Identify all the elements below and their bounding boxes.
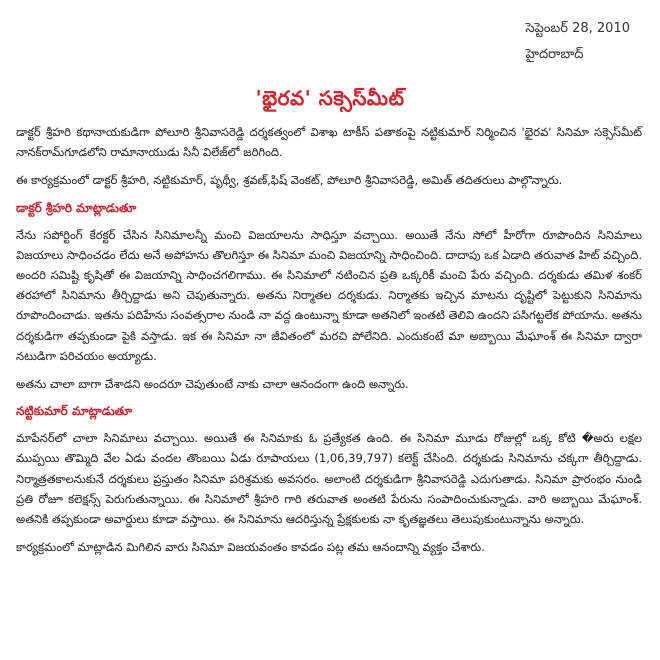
closing-paragraph: కార్యక్రమంలో మాట్లాడిన మిగిలిన వారు సినిమా విజయవంతం కావడం పట్ల తమ ఆనందాన్ని వ్యక్తం చేశారు.: [16, 540, 485, 555]
intro-paragraph-2: ఈ కార్యక్రమంలో డాక్టర్ శ్రీహరి, నట్టికుమార్, పృథ్వీ, శ్రవణ్,ఫిష్ వెంకట్, పోలూరి శ్రీనివాసరెడ్డి, అమిత్ తదితరులు పాల్గొన్నారు.: [16, 173, 563, 188]
section-2-heading: నట్టికుమార్ మాట్లాడుతూ: [16, 404, 132, 419]
article-title: 'భైరవ' సక్సెస్‌మీట్: [255, 86, 405, 110]
intro-paragraph-1: డాక్టర్ శ్రీహరి కథానాయకుడిగా పోలూరి శ్రీనివాసరెడ్డి దర్శకత్వంలో విశాఖ టాకీస్ పతాకంపై నట్టికుమార్ నిర్మించిన 'భైరవ' సినిమా సక్సెస్‌మీట్ నానక్‌రామ్‌గూడలోని రామానాయుడు సినీ విలేజ్‌లో జరిగింది.: [16, 125, 642, 160]
section-1-heading: డాక్టర్ శ్రీహరి మాట్లాడుతూ: [16, 200, 137, 215]
city-text: హైదరాబాద్: [525, 47, 584, 62]
date-text: సెప్టెంబర్ 28, 2010: [525, 21, 630, 36]
section-2-paragraph-1: మాపేనర్‌లో చాలా సినిమాలు వచ్చాయి. అయితే ఈ సినిమాకు ఓ ప్రత్యేకత ఉంది. ఈ సినిమా మూడు రోజుల్లో ఒక్క కోటి �అరు లక్షల ముప్పయి తొమ్మిది వేల ఏడు వందల తొంబయి ఏడు రూపాయలు (1,06,39,797) కలెక్ట్ చేసింది. దర్శకుడు సినిమాను చక్కగా తీర్చిద్దాడు. నిర్మాత్రతకాలనుకునే దర్శకులు ప్రస్తుతం సినిమా పరిశ్రమకు అవసరం. అలాంటి దర్శకుడిగా శ్రీనివాసరెడ్డి ఎదుగుతాడు. సినిమా ప్రారంభం నుండి ప్రతి రోజూ కలెక్షన్స్ పెరుగుతున్నాయి. ఈ సినిమాలో శ్రీహరి గారి తరువాత అంతటి పేరును సంపాదించుకున్నాడు. వారి అబ్బాయి మేఘాంశ్. అతనికి తప్పకుండా అవార్డులు కూడా వస్తాయి. ఈ సినిమాను ఆదరిస్తున్న ప్రేక్షకులకు నా కృతజ్ఞతలు తెలుపుకుంటున్నాను అన్నారు.: [16, 431, 642, 527]
dateline: [526, 16, 630, 68]
section-1-paragraph-2: అతను చాలా బాగా చేశాడని అందరూ చెపుతుంటే నాకు చాలా ఆనందంగా ఉంది అన్నారు.: [16, 377, 409, 392]
section-1-paragraph-1: నేను సపోర్టింగ్ కేరక్టర్ చేసిన సినిమాలన్నీ మంచి విజయాలను సాధిస్తూ వచ్చాయి. అయితే నేను సోలో హీరోగా రూపొందిన సినిమాలు విజయాలు సాధించడం లేదు అనే అపోహను తొలగిస్తూ ఈ సినిమా మంచి విజయాన్ని సాధించింది. దాదాపు ఒక ఏడాది తరువాత హిట్ వచ్చింది. అందరి సమిష్టి కృషితో ఈ విజయాన్ని సాధించగలిగాము. ఈ సినిమాలో నటించిన ప్రతి ఒక్కరికీ మంచి పేరు వచ్చింది. దర్శకుడు తమిళ శంకర్ తరహాలో సినిమాను తీర్చిద్దాడు అని చెపుతున్నారు. అతను నిర్మాతల దర్శకుడు. నిర్మాతకు ఇచ్చిన మాటను దృష్టిలో పెట్టుకుని సినిమాను రూపొందించాడు. ఇతను పదిహేను సంవత్సరాల నుండి నా వద్ద ఉంటున్నా కూడా అతనిలో ఇంతటి తెలివి ఉందని పసిగట్టలేక పోయాను. అతను దర్శకుడిగా తప్పకుండా పైకి వస్తాడు. ఇక ఈ సినిమా నా జీవితంలో మరచి పోలేనిది. ఎందుకంటే మా అబ్బాయి మేఘాంశ్ ఈ సినిమా ద్వారా నటుడిగా పరిచయం అయ్యాడు.: [16, 227, 642, 363]
article-body: [16, 122, 642, 565]
